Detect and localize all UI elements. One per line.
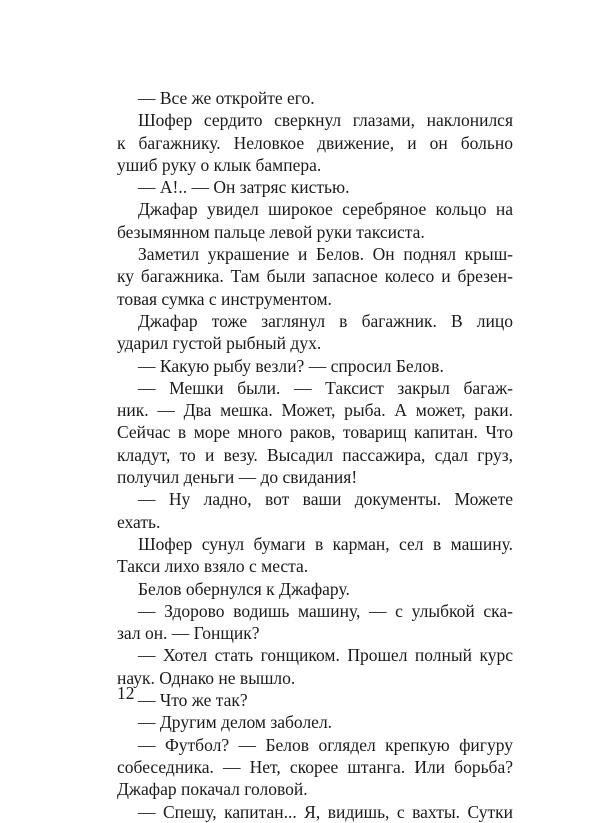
text-line: кладут, то и везу. Высадил пассажира, сдал груз, <box>117 444 513 465</box>
text-line: ударил густой рыбный дух. <box>117 333 322 354</box>
text-line: Белов обернулся к Джафару. <box>138 578 350 599</box>
text-line: ку багажника. Там были запасное колесо и брезен- <box>117 266 513 287</box>
text-line: Джафар покачал головой. <box>117 779 308 800</box>
text-line: наук. Однако не вышло. <box>117 667 296 688</box>
text-line: ник. — Два мешка. Может, рыба. А может, раки. <box>117 400 513 421</box>
text-line: собеседника. — Нет, скорее штанга. Или борьба? <box>117 756 513 777</box>
text-line: товая сумка с инструментом. <box>117 288 332 309</box>
text-line: к багажнику. Неловкое движение, и он больно <box>117 132 513 153</box>
text-line: Сейчас в море много раков, товарищ капитан. Что <box>117 422 513 443</box>
text-line: — Ну ладно, вот ваши документы. Можете <box>138 489 513 510</box>
text-line: — Спешу, капитан... Я, видишь, с вахты. Сутки <box>138 801 513 822</box>
text-line: Шофер сунул бумаги в карман, сел в машину. <box>138 533 513 554</box>
text-line: Джафар тоже заглянул в багажник. В лицо <box>138 310 513 331</box>
text-line: ушиб руку о клык бампера. <box>117 154 322 175</box>
text-line: безымянном пальце левой руки таксиста. <box>117 221 425 242</box>
text-line: Джафар увидел широкое серебряное кольцо на <box>138 199 513 220</box>
text-line: зал он. — Гонщик? <box>117 623 260 644</box>
text-line: — Хотел стать гонщиком. Прошел полный курс <box>138 645 513 666</box>
page-number: 12 <box>117 683 135 703</box>
text-line: — А!.. — Он затряс кистью. <box>138 177 350 198</box>
text-line: Шофер сердито сверкнул глазами, наклонился <box>138 110 513 131</box>
text-line: — Футбол? — Белов оглядел крепкую фигуру <box>138 734 513 755</box>
text-line: — Мешки были. — Таксист закрыл багаж- <box>138 377 513 398</box>
text-line: — Все же откройте его. <box>138 88 315 108</box>
text-line: ехать. <box>117 511 161 532</box>
text-line: — Что же так? <box>138 690 248 711</box>
text-line: Заметил украшение и Белов. Он поднял крыш- <box>138 244 513 265</box>
text-line: Такси лихо взяло с места. <box>117 556 309 577</box>
book-page-body <box>117 87 513 823</box>
text-line: получил деньги — до свидания! <box>117 467 358 488</box>
text-line: — Другим делом заболел. <box>138 712 333 733</box>
text-line: — Какую рыбу везли? — спросил Белов. <box>138 355 444 376</box>
text-line: — Здорово водишь машину, — с улыбкой ска- <box>138 600 513 621</box>
